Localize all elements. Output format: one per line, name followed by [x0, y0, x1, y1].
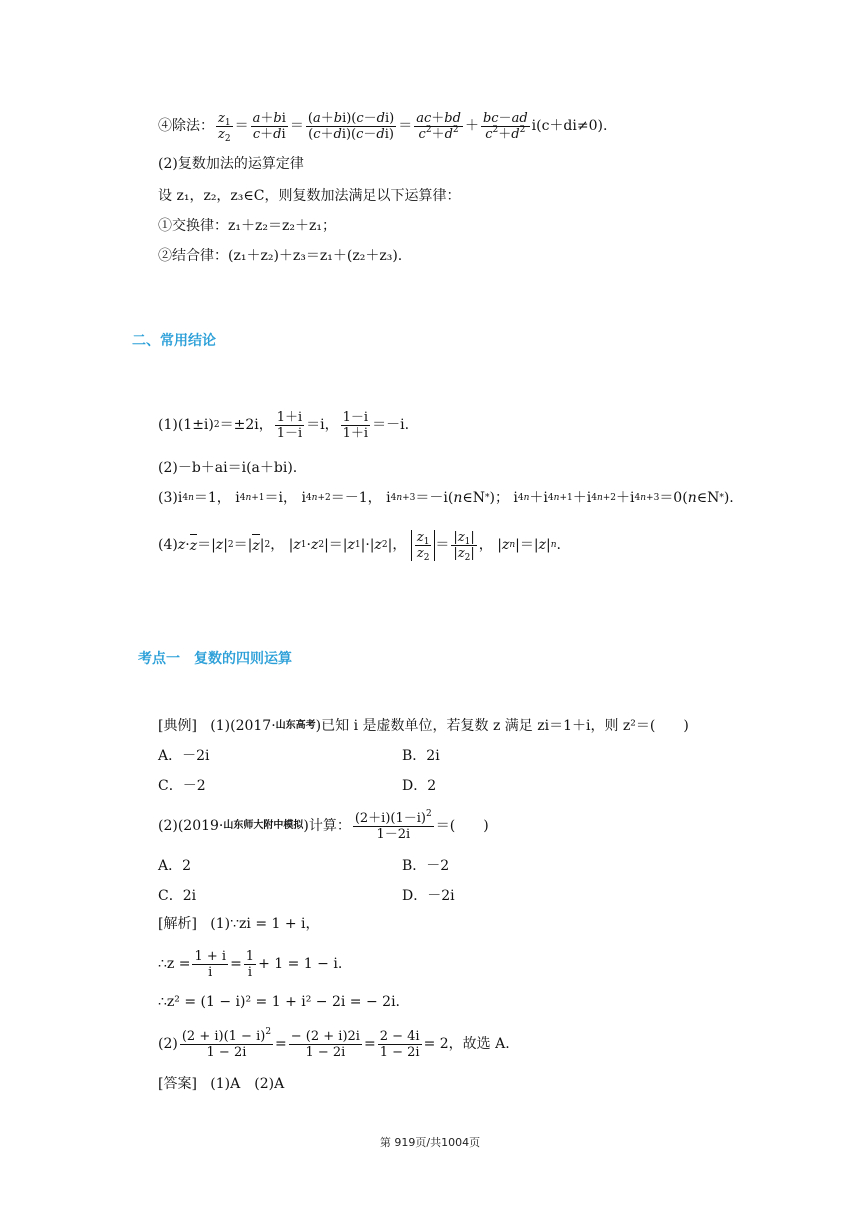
conclusion-2: (2)－b＋ai＝i(a＋bi). — [158, 460, 298, 476]
conclusion-1: (1)(1±i) 2 ＝±2i， $\frac{1+i}{1-i}$ ＝i， $\frac{1-i}{1+i}$ ＝－i. — [158, 409, 410, 441]
section-exam-point-title: 考点一 复数的四则运算 — [138, 651, 292, 667]
q2-option-d: D．－2i — [402, 888, 455, 904]
q1-source: 山东高考 — [275, 720, 316, 731]
q1-option-a: A．－2i — [158, 748, 210, 764]
solution-line-3: ∴z² = (1 − i)² = 1 + i² − 2i = − 2i. — [158, 994, 400, 1010]
q1-option-d: D．2 — [402, 778, 437, 794]
answer-text: (1)A (2)A — [210, 1076, 285, 1092]
page-footer: 第 919页/共1004页 — [379, 1136, 481, 1149]
q2-source: 山东师大附中模拟 — [223, 820, 304, 831]
section-common-conclusions-title: 二、常用结论 — [132, 333, 216, 349]
division-label: ④除法： — [158, 118, 214, 134]
answer-label: [答案] — [158, 1076, 197, 1092]
conclusion-4: (4) z · z ＝| z | 2 ＝| z | 2 ， | z 1 · z 2 |＝| z 1 |·| z 2 |， $\frac{z_1}{z_2}$ ＝ $\frac{|z_1|}{|z_2|}$ ， | z n |＝| z | n . — [158, 529, 561, 563]
division-formula: ④除法： $\frac{z_1}{z_2}$ ＝ $\frac{a+bi}{c+di}$ ＝ $\frac{(a+bi)(c-di)}{(c+di)(c-di)}$ ＝ $\frac{ac+bd}{c^2+d^2}$ ＋ $\frac{bc-ad}{c^2+d^2}$ i(c＋di≠0). — [158, 110, 608, 144]
solution-line-1: [解析] (1)∵zi = 1 + i， — [158, 916, 320, 932]
addition-law-title: (2)复数加法的运算定律 — [158, 156, 304, 172]
associative-law: ②结合律：(z₁＋z₂)＋z₃＝z₁＋(z₂＋z₃). — [158, 248, 403, 264]
q2-option-b: B．－2 — [402, 858, 450, 874]
example-question-2: (2)(2019· 山东师大附中模拟 )计算： $\frac{(2+i)(1-i)^2}{1-2i}$ ＝( ) — [158, 808, 489, 842]
commutative-law: ①交换律：z₁＋z₂＝z₂＋z₁； — [158, 218, 336, 234]
q1-option-b: B．2i — [402, 748, 440, 764]
answer-line — [158, 1074, 284, 1094]
q2-option-a: A．2 — [158, 858, 192, 874]
example-question-1: [典例] (1)(2017· 山东高考 )已知 i 是虚数单位，若复数 z 满足 zi＝1＋i，则 z²＝( ) — [158, 718, 689, 734]
solution-line-2: ∴z = $\frac{1 + i}{i}$ = $\frac{1}{i}$ + 1 = 1 − i. — [158, 948, 343, 980]
example-label: [典例] — [158, 718, 197, 734]
solution-line-4: (2) $\frac{(2 + i)(1 - i)^2}{1 - 2i}$ = $\frac{- (2 + i)2i}{1 - 2i}$ = $\frac{2 - 4i}{1 - 2i}$ = 2，故选 A. — [158, 1026, 510, 1060]
addition-law-intro: 设 z₁，z₂，z₃∈C，则复数加法满足以下运算律： — [158, 188, 461, 204]
solution-label: [解析] — [158, 916, 197, 932]
division-note: i(c＋di≠0). — [531, 118, 608, 134]
conclusion-3: (3) i 4n ＝1， i 4n+1 ＝i， i 4n+2 ＝－1， i 4n+3 ＝－i( n ∈N * )； i 4n ＋i 4n+1 ＋i 4n+2 ＋i 4n+3 ＝0( n ∈N * ). — [158, 490, 734, 506]
q1-option-c: C．－2 — [158, 778, 206, 794]
q2-option-c: C．2i — [158, 888, 197, 904]
